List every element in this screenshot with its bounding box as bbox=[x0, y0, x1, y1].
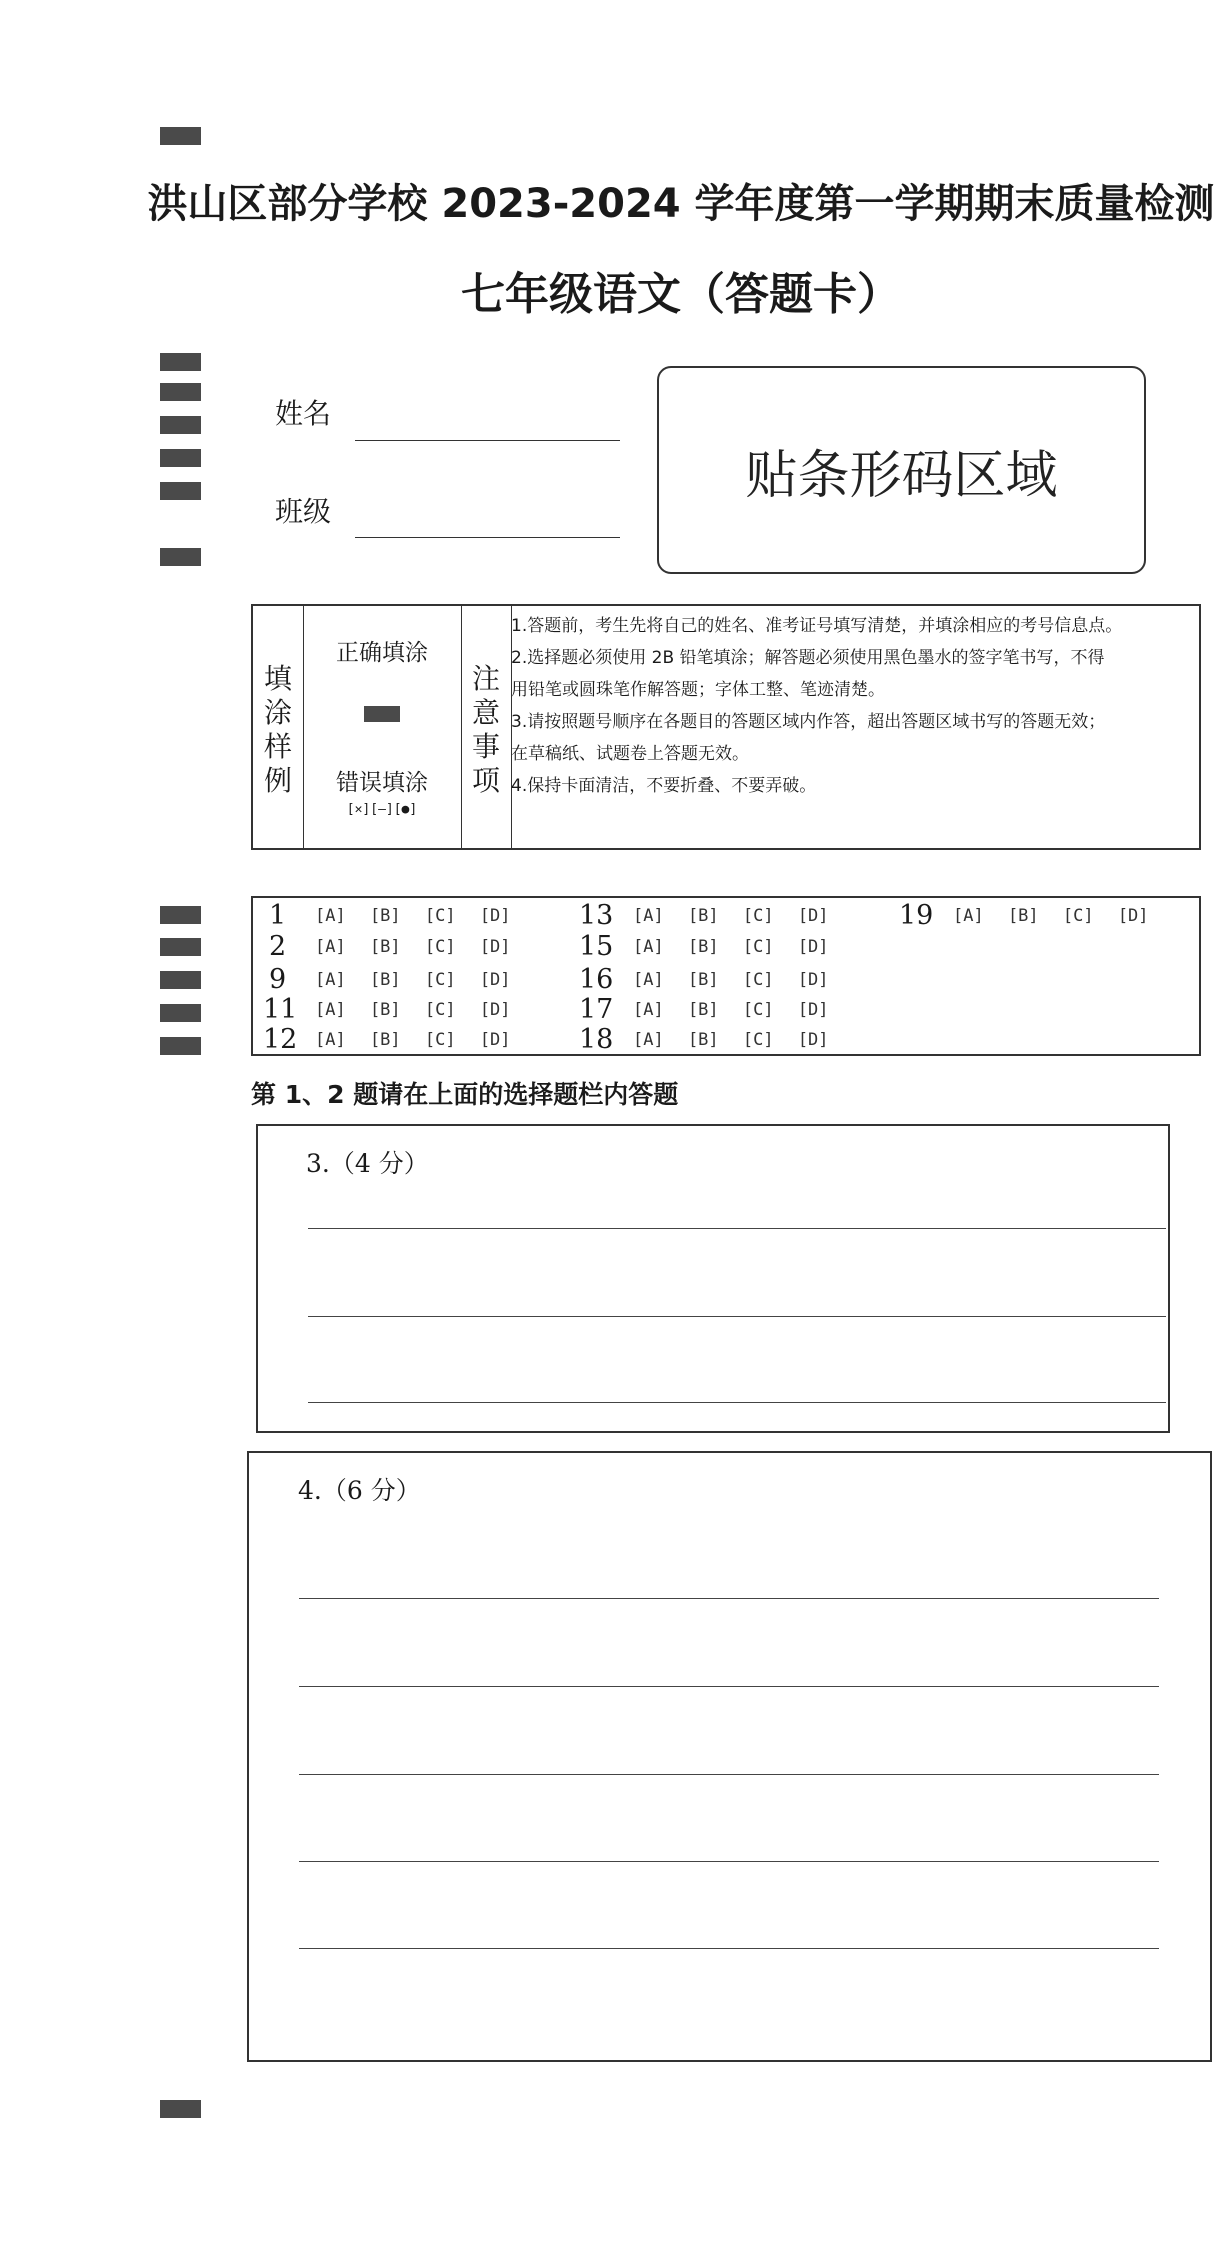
instructions-box bbox=[251, 604, 1201, 850]
choice-options[interactable]: [A] [B] [C] [D] bbox=[315, 937, 511, 957]
answer-line bbox=[308, 1228, 1166, 1229]
timing-mark bbox=[160, 548, 201, 566]
class-label: 班级 bbox=[275, 495, 332, 528]
timing-mark bbox=[160, 353, 201, 371]
timing-mark bbox=[160, 449, 201, 467]
notes-list bbox=[511, 610, 1195, 802]
notes-label: 注意事项 bbox=[471, 662, 500, 797]
choice-options[interactable]: [A] [B] [C] [D] bbox=[633, 937, 829, 957]
choice-options[interactable]: [A] [B] [C] [D] bbox=[315, 906, 511, 926]
choice-options[interactable]: [A] [B] [C] [D] bbox=[633, 1000, 829, 1020]
choice-options[interactable]: [A] [B] [C] [D] bbox=[633, 1030, 829, 1050]
timing-mark bbox=[160, 971, 201, 989]
answer-line bbox=[299, 1948, 1159, 1949]
question-number: 9 bbox=[269, 964, 287, 995]
class-field[interactable] bbox=[355, 537, 620, 538]
choice-options[interactable]: [A] [B] [C] [D] bbox=[315, 1000, 511, 1020]
question-number: 11 bbox=[263, 994, 298, 1025]
barcode-area bbox=[657, 366, 1146, 574]
choice-options[interactable]: [A] [B] [C] [D] bbox=[953, 906, 1149, 926]
choice-options[interactable]: [A] [B] [C] [D] bbox=[315, 1030, 511, 1050]
question-label: 3.（4 分） bbox=[306, 1149, 429, 1178]
question-number: 16 bbox=[579, 964, 614, 995]
wrong-fill-label: 错误填涂 bbox=[336, 770, 428, 796]
answer-line bbox=[299, 1774, 1159, 1775]
answer-line bbox=[308, 1316, 1166, 1317]
timing-mark bbox=[160, 1004, 201, 1022]
question-number: 19 bbox=[899, 900, 934, 931]
timing-mark bbox=[160, 127, 201, 145]
fill-example-column bbox=[253, 606, 304, 848]
timing-mark bbox=[160, 416, 201, 434]
timing-mark bbox=[160, 2100, 201, 2118]
answer-line bbox=[299, 1861, 1159, 1862]
timing-mark bbox=[160, 383, 201, 401]
note-line: 用铅笔或圆珠笔作解答题；字体工整、笔迹清楚。 bbox=[511, 680, 885, 700]
question-number: 13 bbox=[579, 900, 614, 931]
name-field[interactable] bbox=[355, 440, 620, 441]
timing-mark bbox=[160, 482, 201, 500]
choice-grid bbox=[251, 896, 1201, 1056]
answer-area-q4[interactable] bbox=[247, 1451, 1212, 2062]
question-number: 17 bbox=[579, 994, 614, 1025]
question-number: 15 bbox=[579, 931, 614, 962]
section-note: 第 1、2 题请在上面的选择题栏内答题 bbox=[251, 1080, 679, 1109]
note-line: 4.保持卡面清洁，不要折叠、不要弄破。 bbox=[511, 776, 817, 796]
question-number: 1 bbox=[269, 900, 287, 931]
answer-line bbox=[299, 1598, 1159, 1599]
question-number: 18 bbox=[579, 1024, 614, 1055]
notes-label-column bbox=[461, 606, 512, 848]
note-line: 在草稿纸、试题卷上答题无效。 bbox=[511, 744, 749, 764]
question-number: 2 bbox=[269, 931, 287, 962]
choice-options[interactable]: [A] [B] [C] [D] bbox=[315, 970, 511, 990]
page-title: 洪山区部分学校 2023-2024 学年度第一学期期末质量检测 bbox=[147, 181, 1215, 227]
question-number: 12 bbox=[263, 1024, 298, 1055]
note-line: 3.请按照题号顺序在各题目的答题区域内作答，超出答题区域书写的答题无效； bbox=[511, 712, 1106, 732]
note-line: 1.答题前，考生先将自己的姓名、准考证号填写清楚，并填涂相应的考号信息点。 bbox=[511, 616, 1123, 636]
page-subtitle: 七年级语文（答题卡） bbox=[461, 269, 901, 320]
timing-mark bbox=[160, 906, 201, 924]
name-label: 姓名 bbox=[275, 397, 332, 430]
answer-line bbox=[308, 1402, 1166, 1403]
correct-fill-label: 正确填涂 bbox=[336, 640, 428, 666]
question-label: 4.（6 分） bbox=[298, 1476, 421, 1505]
timing-mark bbox=[160, 938, 201, 956]
correct-fill-sample bbox=[364, 706, 400, 722]
note-line: 2.选择题必须使用 2B 铅笔填涂；解答题必须使用黑色墨水的签字笔书写，不得 bbox=[511, 648, 1105, 668]
choice-options[interactable]: [A] [B] [C] [D] bbox=[633, 906, 829, 926]
timing-mark bbox=[160, 1037, 201, 1055]
answer-area-q3[interactable] bbox=[256, 1124, 1170, 1433]
fill-sample-column bbox=[303, 606, 462, 848]
choice-options[interactable]: [A] [B] [C] [D] bbox=[633, 970, 829, 990]
fill-example-label: 填涂样例 bbox=[263, 662, 292, 797]
wrong-fill-samples: [✕][—][●] bbox=[346, 802, 418, 817]
answer-line bbox=[299, 1686, 1159, 1687]
barcode-label: 贴条形码区域 bbox=[745, 445, 1058, 506]
